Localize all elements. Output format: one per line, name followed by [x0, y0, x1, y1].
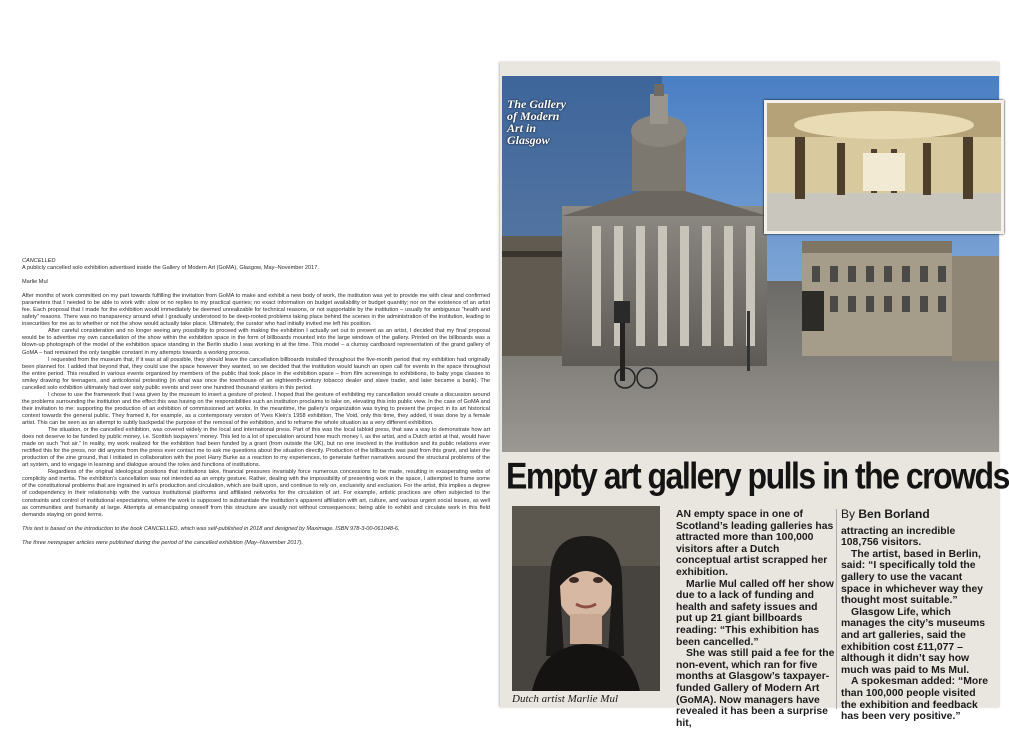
gallery-photo: [502, 76, 999, 452]
article-paragraph: Glasgow Life, which manages the city’s museums and art galleries, said the exhibition cost £11,077 – although it didn’t say how much was paid to Ms Mul.: [841, 606, 985, 676]
artist-portrait: [512, 506, 660, 691]
photo-caption: [507, 98, 566, 146]
newspaper-clipping: [500, 62, 1009, 729]
article-column-2: [841, 509, 991, 723]
essay-text: [22, 258, 490, 547]
essay-paragraph: After careful consideration and no longer seeing any possibility to proceed with making the exhibition I actually set out to present as an artist, I decided that my final proposal would be to advertise my own cancellation of the show within the exhibition space in the form of billboards mounted into the large windows of the gallery. Printed on the billboards was a blown-up photograph of the model of the exhibition space standing in the Berlin studio I was working in at the time. This model – a clumsy cardboard representation of the grand gallery of GoMA – had remained the only tangible constant in my attempts towards a working process.: [22, 328, 490, 356]
photo-caption-line: Art in: [507, 121, 537, 135]
article-paragraph: AN empty space in one of Scotland’s leading galleries has attracted more than 100,000 visitors after a Dutch conceptual artist scrapped her exhibition.: [676, 509, 834, 578]
essay-paragraph: I chose to use the framework that I was given by the museum to insert a gesture of protest. I hoped that the gesture of exhibiting my cancellation would create a discussion around the problems surrounding the institution and the effect this was having on the responsibilities such an institution proclaims to take on, elevating this into public view. In the case of GoMA and their invitation to me: supporting the production of an exhibition of commissioned art works. In the meantime, the gallery’s organization was trying to present the project in its art historical context towards the general public. They framed it, for example, as a contemporary version of Yves Klein’s 1958 exhibition, The Void, only this time, they added, it was done by a female artist. This can be seen as an attempt to subtly backpedal the purpose of the removal of the exhibition, and to reframe the whole situation as a very different exhibition.: [22, 391, 490, 426]
essay-note: The three newspaper articles were published during the period of the cancelled exhibition (May–November 2017).: [22, 539, 304, 546]
essay-paragraph: I requested from the museum that, if it was at all possible, they should leave the cancellation billboards installed throughout the five-month period that my exhibition had originally been planned for. I added that beyond that, they could use the space however they wanted, so we decided that the institution would launch an open call for events in the space throughout the entire period. This resulted in various events organized by members of the public that took place in the exhibition space – from film screenings to exhibitions, to baby yoga classes to smiley drawing for teenagers, and anticolonial protesting (in what was once the townhouse of an eighteenth-century tobacco dealer and slave trader, and later became a bank). The cancelled solo exhibition ultimately had over sixty public events and over one hundred thousand visitors in this period.: [22, 356, 490, 391]
headline: Empty art gallery pulls in the crowds: [506, 455, 1009, 497]
portrait-caption: Dutch artist Marlie Mul: [512, 693, 619, 705]
photo-caption-line: of Modern: [507, 109, 560, 123]
essay-paragraph: The situation, or the cancelled exhibition, was covered widely in the local and international press. Part of this was the local tabloid press, that saw a way to demonstrate how art does not deserve to be funded by public money, i.e. Scottish taxpayers’ money. This led to a lot of speculation around how much money I, as the artist, and a Dutch artist at that, would have made on such “hot air.” In reality, my work realized for the exhibition had been funded by a grant (from outside the UK), but no one involved in the institution and its public relations ever rectified this for the press, nor did anyone from the press ever contact me to ask me questions about the situation directly. Production of the billboards was paid from this grant, and later the production of the zine ground, that I initiated in collaboration with the poet Harry Burke as a reaction to my experiences, to generate further narratives around the structural problems of the art system, and to engage in learning and dialogue around the roles and functions of institutions.: [22, 427, 490, 469]
essay-note: This text is based on the introduction to the book CANCELLED, which was self-published in 2018 and designed by Maximage. ISBN 978-3-00-061048-6.: [22, 525, 400, 532]
byline-prefix: By: [841, 507, 856, 521]
article-column-1: [676, 509, 836, 729]
photo-caption-line: Glasgow: [507, 133, 550, 147]
byline: [841, 509, 991, 521]
article-paragraph: attracting an incredible 108,756 visitors.: [841, 525, 956, 549]
byline-name: Ben Borland: [858, 507, 930, 521]
article-paragraph: She was still paid a fee for the non-event, which ran for five months at Glasgow’s taxpayer-funded Gallery of Modern Art (GoMA). Now managers have revealed it has been a surprise hit,: [676, 648, 835, 729]
column-divider: [836, 509, 837, 709]
essay-paragraph: Regardless of the original ideological positions that institutions take, financial pressures invariably force numerous concessions to be made, resulting in exasperating webs of complicity and inertia. The exhibition’s cancellation was not intended as an empty gesture. Rather, dealing with the impossibility of presenting work in the space, I attempted to frame some of the constitutional problems that are ingrained in art’s production and circulation, which are built upon, and continue to rely on, exclusivity and exclusion. For the artist, this implies a degree of codependency in their relationship with the various institutional platforms and affiliated networks for the circulation of art. For example, artistic practices are often subjected to the constraints and control of institutional expectations, where the work is supposed to substantiate the institution’s apparent affiliation with art, culture, and various urgent social issues, as well as communities and humanity at large. Attempts at emancipating oneself from this structure are usually not without consequences; being able to exhibit and circulate work in this field demands staying on good terms.: [22, 469, 490, 518]
essay-author: Marlie Mul: [22, 279, 48, 286]
article-paragraph: A spokesman added: “More than 100,000 people visited the exhibition and feedback has been very positive.”: [841, 676, 989, 723]
photo-caption-line: The Gallery: [507, 97, 566, 111]
essay-paragraph: After months of work committed on my part towards fulfilling the invitation from GoMA to make and exhibit a new body of work, the institution was yet to provide me with clear and confirmed parameters that I needed to be able to work with: slow or no replies to my practical queries; no exact information on budget availability or budget quantity; nor on the existence of an artist fee. Each proposal that I made for the exhibition would immediately be deemed unrealizable for technical reasons, or not supportable by the institution – usually for ambiguous “health and safety” reasons. There was no transparency around what I gradually understood to be deep-rooted problems taking place behind the scenes in the administration of the institution, leading to insecurities for me as to whether or not the show would actually take place. Ultimately, the curator who had initially invited me left his position.: [22, 293, 490, 328]
gallery-interior-inset: [764, 100, 1004, 234]
article-paragraph: The artist, based in Berlin, said: “I specifically told the gallery to use the vacant space in whichever way they thought most suitable.”: [841, 548, 984, 607]
essay-title: CANCELLED: [22, 258, 56, 264]
essay-subtitle: A publicly cancelled solo exhibition advertised inside the Gallery of Modern Art (GoMA), Glasgow, May–November 2017.: [22, 265, 319, 272]
article-paragraph: Marlie Mul called off her show due to a lack of funding and health and safety issues and put up 21 giant billboards reading: “This exhibition has been cancelled.”: [676, 578, 834, 648]
